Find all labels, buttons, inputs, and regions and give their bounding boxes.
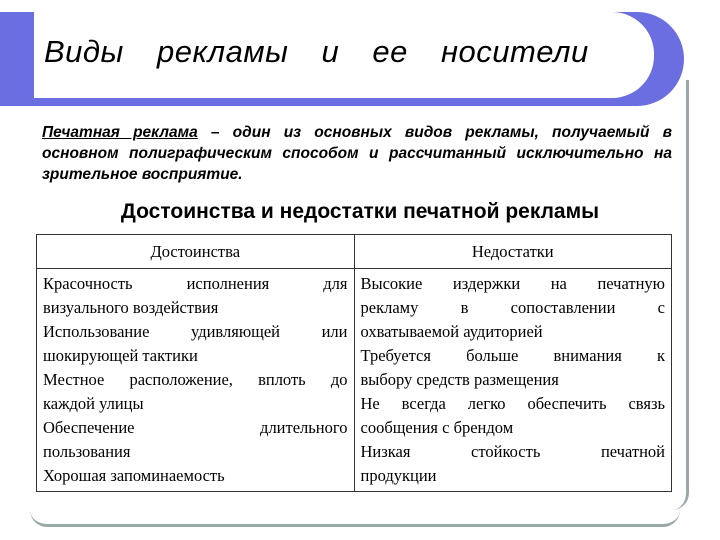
title-accent-bar xyxy=(0,12,34,106)
disadvantage-line: Не всегда легко обеспечить связь xyxy=(360,394,665,413)
frame-bottom-edge xyxy=(30,510,680,527)
advantage-line: Местное расположение, вплоть до xyxy=(43,370,348,389)
advantage-line: шокирующей тактики xyxy=(43,346,198,365)
disadvantage-line: Низкая стойкость печатной xyxy=(360,442,665,461)
advantage-line: Красочность исполнения для xyxy=(43,274,348,293)
advantage-line: Использование удивляющей или xyxy=(43,322,348,341)
table-header-row xyxy=(37,235,672,269)
table-title: Достоинства и недостатки печатной рекламы xyxy=(120,200,600,223)
slide-title: Виды рекламы и ее носители xyxy=(44,34,589,69)
advantage-line: каждой улицы xyxy=(43,394,144,413)
intro-term: Печатная реклама xyxy=(42,124,198,141)
advantage-line: визуального воздействия xyxy=(43,298,219,317)
title-banner xyxy=(34,12,684,106)
disadvantages-cell xyxy=(354,269,672,492)
intro-paragraph xyxy=(42,122,672,185)
header-advantages: Достоинства xyxy=(37,235,355,269)
disadvantage-line: Высокие издержки на печатную xyxy=(360,274,665,293)
comparison-table xyxy=(36,234,672,492)
advantage-line: Хорошая запоминаемость xyxy=(43,466,225,485)
frame-right-edge xyxy=(672,80,689,510)
header-disadvantages: Недостатки xyxy=(354,235,672,269)
disadvantage-line: охватываемой аудиторией xyxy=(360,322,543,341)
advantages-cell xyxy=(37,269,355,492)
disadvantage-line: Требуется больше внимания к xyxy=(360,346,665,365)
intro-text: – один из основных видов рекламы, получаемый в основном полиграфическим способом и рассчитанный исключительно на зрительное восприятие. xyxy=(42,124,672,183)
disadvantage-line: рекламу в сопоставлении с xyxy=(360,298,665,317)
table-row xyxy=(37,269,672,492)
advantage-line: пользования xyxy=(43,442,131,461)
disadvantage-line: сообщения с брендом xyxy=(360,418,514,437)
advantage-line: Обеспечение длительного xyxy=(43,418,348,437)
disadvantage-line: продукции xyxy=(360,466,437,485)
disadvantage-line: выбору средств размещения xyxy=(360,370,559,389)
